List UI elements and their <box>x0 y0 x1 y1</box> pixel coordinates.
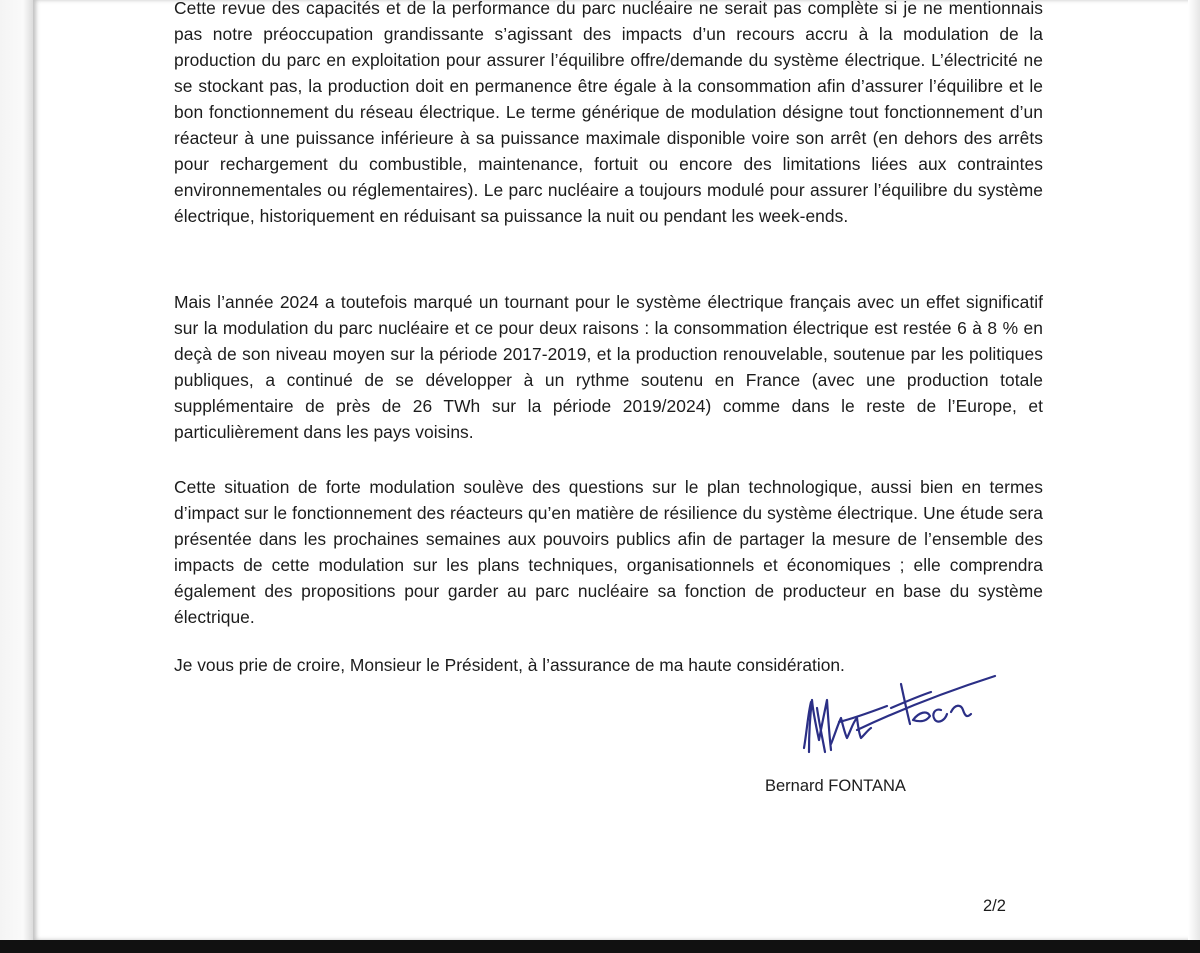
handwritten-signature <box>795 664 1010 774</box>
paragraph-2024-turning-point: Mais l’année 2024 a toutefois marqué un tournant pour le système électrique français avec un effet significatif sur la modulation du parc nucléaire et ce pour deux raisons : la consommation électrique est restée 6 à 8 % en deçà de son niveau moyen sur la période 2017-2019, et la production renouvelable, soutenue par les politiques publiques, a continué de se développer à un rythme soutenu en France (avec une production totale supplémentaire de près de 26 TWh sur la période 2019/2024) comme dans le reste de l’Europe, et particulièrement dans les pays voisins. <box>174 292 1043 442</box>
closing-formula: Je vous prie de croire, Monsieur le Président, à l’assurance de ma haute considération. <box>174 655 845 675</box>
page-number: 2/2 <box>983 897 1006 915</box>
paragraph-technological-questions: Cette situation de forte modulation soulève des questions sur le plan technologique, aussi bien en termes d’impact sur le fonctionnement des réacteurs qu’en matière de résilience du système électrique. Une étude sera présentée dans les prochaines semaines aux pouvoirs publics afin de partager la mesure de l’ensemble des impacts de cette modulation sur les plans techniques, organisationnels et économiques ; elle comprendra également des propositions pour garder au parc nucléaire sa fonction de producteur en base du système électrique. <box>174 477 1043 627</box>
page-left-margin-shadow <box>0 0 33 940</box>
signer-name: Bernard FONTANA <box>765 777 906 795</box>
page-right-edge <box>1188 0 1200 940</box>
screen-bottom-bar <box>0 940 1200 953</box>
paragraph-modulation-concern: Cette revue des capacités et de la performance du parc nucléaire ne serait pas complète si je ne mentionnais pas notre préoccupation grandissante s’agissant des impacts d’un recours accru à la modulation de la production du parc en exploitation pour assurer l’équilibre offre/demande du système électrique. L’électricité ne se stockant pas, la production doit en permanence être égale à la consommation afin d’assurer l’équilibre et le bon fonctionnement du réseau électrique. Le terme générique de modulation désigne tout fonctionnement d’un réacteur à une puissance inférieure à sa puissance maximale disponible voire son arrêt (en dehors des arrêts pour rechargement du combustible, maintenance, fortuit ou encore des limitations liées aux contraintes environnementales ou réglementaires). Le parc nucléaire a toujours modulé pour assurer l’équilibre du système électrique, historiquement en réduisant sa puissance la nuit ou pendant les week-ends. <box>174 0 1043 226</box>
